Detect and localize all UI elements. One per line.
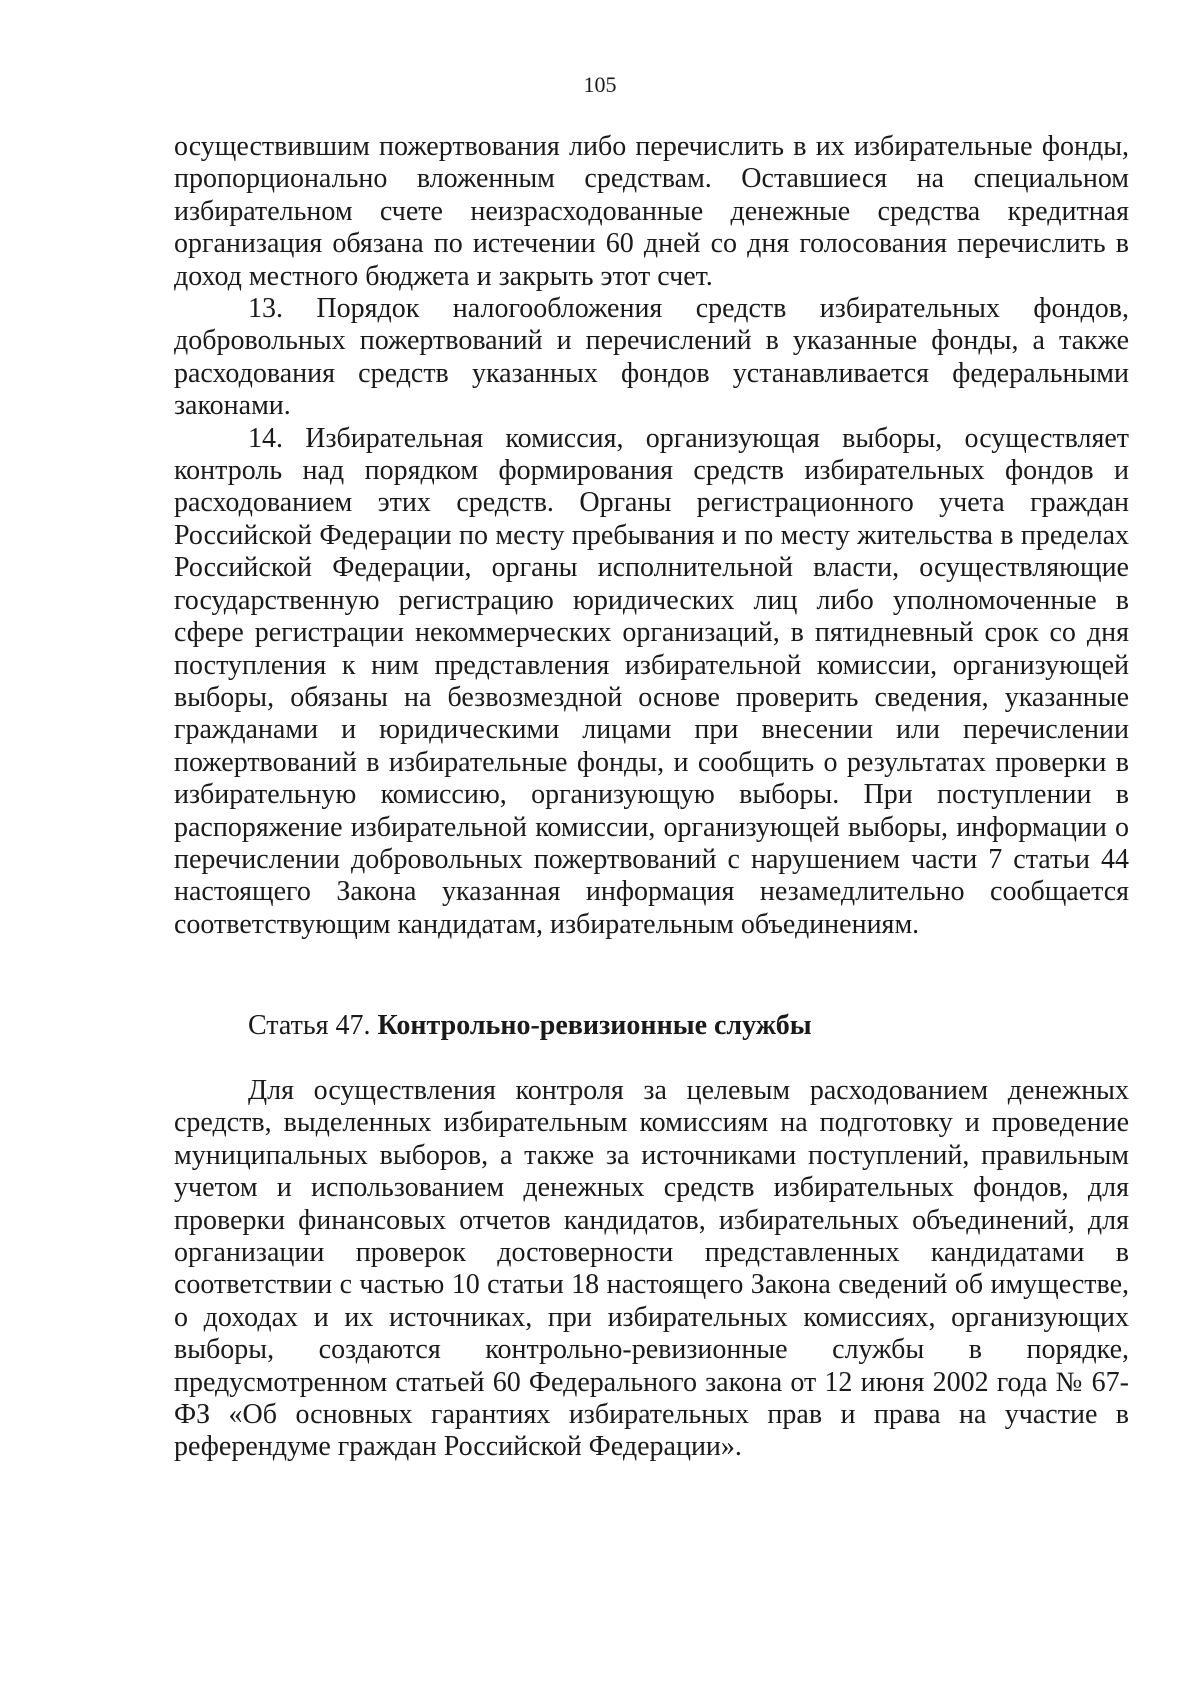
article-title: Контрольно-ревизионные службы <box>377 1010 812 1041</box>
paragraph-continuation: осуществившим пожертвования либо перечислить в их избирательные фонды, пропорционально вложенным средствам. Оставшиеся на специальном избирательном счете неизрасходованные денежные средства кредитная организация обязана по истечении 60 дней со дня голосования перечислить в доход местного бюджета и закрыть этот счет. <box>174 131 1129 292</box>
article-heading <box>174 1010 1129 1042</box>
article-body <box>174 1075 1129 1464</box>
article-label: Статья 47. <box>248 1010 371 1041</box>
page-number: 105 <box>583 72 617 97</box>
paragraph-13: 13. Порядок налогообложения средств избирательных фондов, добровольных пожертвований и перечислений в указанные фонды, а также расходования средств указанных фондов устанавливается федеральными законами. <box>174 293 1129 422</box>
paragraph-14: 14. Избирательная комиссия, организующая выборы, осуществляет контроль над порядком формирования средств избирательных фондов и расходованием этих средств. Органы регистрационного учета граждан Российской Федерации по месту пребывания и по месту жительства в пределах Российской Федерации, органы исполнительной власти, осуществляющие государственную регистрацию юридических лиц либо уполномоченные в сфере регистрации некоммерческих организаций, в пятидневный срок со дня поступления к ним представления избирательной комиссии, организующей выборы, обязаны на безвозмездной основе проверить сведения, указанные гражданами и юридическими лицами при внесении или перечислении пожертвований в избирательные фонды, и сообщить о результатах проверки в избирательную комиссию, организующую выборы. При поступлении в распоряжение избирательной комиссии, организующей выборы, информации о перечислении добровольных пожертвований с нарушением части 7 статьи 44 настоящего Закона указанная информация незамедлительно сообщается соответствующим кандидатам, избирательным объединениям. <box>174 422 1129 940</box>
article-paragraph: Для осуществления контроля за целевым расходованием денежных средств, выделенных избирательным комиссиям на подготовку и проведение муниципальных выборов, а также за источниками поступлений, правильным учетом и использованием денежных средств избирательных фондов, для проверки финансовых отчетов кандидатов, избирательных объединений, для организации проверок достоверности представленных кандидатами в соответствии с частью 10 статьи 18 настоящего Закона сведений об имуществе, о доходах и их источниках, при избирательных комиссиях, организующих выборы, создаются контрольно-ревизионные службы в порядке, предусмотренном статьей 60 Федерального закона от 12 июня 2002 года № 67-ФЗ «Об основных гарантиях избирательных прав и права на участие в референдуме граждан Российской Федерации». <box>174 1075 1129 1463</box>
document-body <box>174 131 1129 941</box>
